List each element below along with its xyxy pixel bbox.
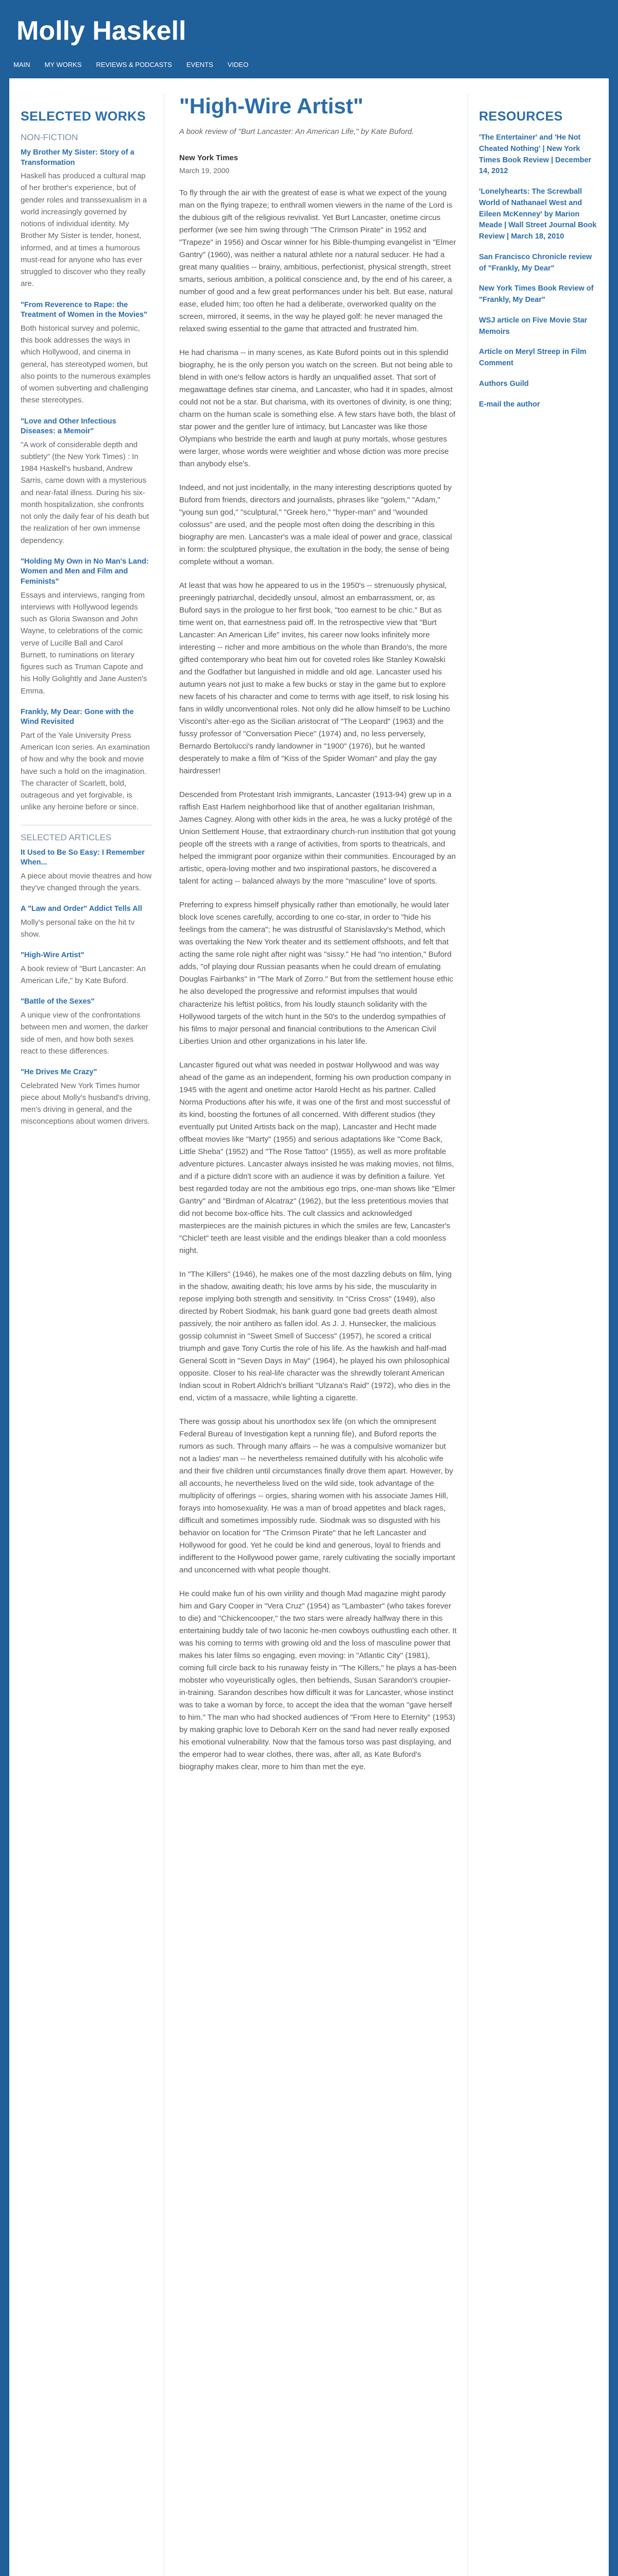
nav-item-events[interactable]: EVENTS (186, 61, 213, 69)
content-panel (9, 78, 609, 2576)
article-paragraph: There was gossip about his unorthodox sex life (on which the omnipresent Federal Bureau of Investigation kept a running file), and Buford reports the rumors as such. Through many affairs -- he was a compulsive womanizer but not a ladies' man -- he nevertheless remained dutifully with his alcoholic wife and their five children until circumstances finally drove them apart. However, by all accounts, he nevertheless lived on the wild side, took advantage of the multiplicity of offerings -- orgies, sharing women with his associate James Hill, forays into homosexuality. He was a man of broad appetites and black rages, difficult and sometimes impossibly rude. Siodmak was so disgusted with his behavior on location for "The Crimson Pirate" that he left Lancaster and Hollywood for good. Yet he could be kind and generous, loyal to friends and indifferent to the Hollywood power game, rarely cultivating the socially important and unconcerned with what people thought. (179, 1417, 455, 1575)
main-nav (10, 59, 251, 71)
selected-articles-label: SELECTED ARTICLES (21, 825, 152, 843)
resource-link[interactable]: Authors Guild (479, 379, 529, 388)
nav-item-my-works[interactable]: MY WORKS (44, 61, 82, 69)
selected-works-heading: SELECTED WORKS (21, 109, 146, 124)
article-paragraph: Lancaster figured out what was needed in postwar Hollywood and was way ahead of the game as an independent, forming his own production company in 1945 with the agent and onetime actor Harold Hecht as his partner. Called Norma Productions after his wife, it was one of the first and most successful of its kind, boosting the fortunes of all concerned. With different studios (they eventually put United Artists back on the map), Lancaster and Hecht made offbeat movies like "Marty" (1955) and serious adaptations like "Come Back, Little Sheba" (1952) and "The Rose Tattoo" (1955), as well as more profitable adventure pictures. Lancaster always insisted he was making movies, not films, and if a picture didn't score with an audience it was by definition a failure. Yet best regarded today are not the ambitious ego trips, one-man shows like "Elmer Gantry" and "Birdman of Alcatraz" (1962), but the less pretentious movies that did not become box-office hits. The cult classics and acknowledged masterpieces are the mainish pictures in which the smiles are few, Lancaster's "Chiclet" teeth are least visible and the endings bleaker than a cold moonless night. (179, 1060, 455, 1255)
articles-list (21, 848, 152, 1128)
site-title[interactable]: Molly Haskell (16, 16, 186, 46)
nav-item-main[interactable]: MAIN (13, 61, 30, 69)
article-description: Celebrated New York Times humor piece about Molly's husband's driving, men's driving in general, and the misconceptions about women drivers. (21, 1081, 150, 1126)
article-description: A unique view of the confrontations between men and women, the darker side of men, and how both sexes react to these differences. (21, 1011, 148, 1056)
resource-link[interactable]: 'The Entertainer' and 'He Not Cheated Nothing' | New York Times Book Review | December 14, 2012 (479, 133, 592, 176)
article-paragraph: Descended from Protestant Irish immigrants, Lancaster (1913-94) grew up in a raffish East Harlem neighborhood like that of another egalitarian Irishman, James Cagney. Along with other kids in the area, he was a lucky protégé of the Union Settlement House, that extraordinary church-run institution that got young people off the streets with a range of activities, from sports to theatricals, and helped the immigrant poor organize within their communities. Encouraged by an artistic, opera-loving mother and two inspirational pastors, he discovered a talent for acting -- balanced always by the more "masculine" love of sports. (179, 790, 456, 886)
article-link[interactable]: "High-Wire Artist" (21, 951, 84, 960)
work-link[interactable]: Frankly, My Dear: Gone with the Wind Revisited (21, 707, 134, 726)
article-paragraph: Preferring to express himself physically rather than emotionally, he would later block love scenes carefully, according to one co-star, in order to "hide his feelings from the camera"; he was distrustful of Stanislavsky's Method, which was overtaking the New York theater and its settlement offshoots, and felt that acting the same role night after night was "sissy." He had "no intention," Buford adds, "of playing dour Russian peasants when he could dream of emulating Douglas Fairbanks" in "The Mark of Zorro." But from the settlement house ethic he also developed the progressive and reformist impulses that would characterize his leftist politics, from his loudly staunch solidarity with the Hollywood targets of the witch hunt in the 50's to the underdog sympathies of his films to major personal and financial contributions to the American Civil Liberties Union and other organizations in his later life. (179, 901, 453, 1046)
article-paragraph: At least that was how he appeared to us in the 1950's -- strenuously physical, preeningly patriarchal, decidedly unsoul, almost an embarrassment, or, as Buford says in the prologue to her first book, "too earnest to be chic." But as time went on, that earnestness paid off. In the retrospective view that "Burt Lancaster: An American Life" invites, his career now looks infinitely more interesting -- richer and more ambitious on the whole than Brando's, the more gifted contemporary who beat him out for coveted roles like Stanley Kowalski and the Godfather but languished in middle and old age. Lancaster used his autumn years not just to make a few bucks or stay in the game but to explore new facets of his character and come to terms with age itself, to risk losing his fans in wildly unconventional roles. Not only did he allow himself to be Luchino Visconti's alter-ego as the Sicilian aristocrat of "The Leopard" (1963) and the fussy professor of "Conversation Piece" (1974) and, no less perversely, Bernardo Bertolucci's randy landowner in "1900" (1976), but he wanted desperately to make a film of "Kiss of the Spider Woman" and play the gay hairdresser! (179, 581, 450, 776)
article-main (179, 94, 457, 1785)
site-header (0, 0, 618, 76)
nav-item-reviews-podcasts[interactable]: REVIEWS & PODCASTS (96, 61, 172, 69)
right-sidebar (479, 109, 597, 419)
article-link[interactable]: It Used to Be So Easy: I Remember When... (21, 848, 145, 867)
resource-link[interactable]: San Francisco Chronicle review of "Frankly, My Dear" (479, 252, 592, 273)
work-link[interactable]: "Holding My Own in No Man's Land: Women and Men and Film and Feminists" (21, 557, 149, 586)
nav-item-video[interactable]: VIDEO (227, 61, 249, 69)
nonfiction-label: NON-FICTION (21, 132, 78, 142)
work-link[interactable]: "Love and Other Infectious Diseases: a Memoir" (21, 417, 116, 436)
resource-link[interactable]: 'Lonelyhearts: The Screwball World of Nathanael West and Eileen McKenney' by Marion Meade | Wall Street Journal Book Review | March 18, 2010 (479, 188, 597, 241)
resource-link[interactable]: Article on Meryl Streep in Film Comment (479, 348, 587, 367)
resource-link[interactable]: New York Times Book Review of "Frankly, My Dear" (479, 284, 594, 304)
email-author-link[interactable]: E-mail the author (479, 400, 540, 409)
article-date: March 19, 2000 (179, 166, 230, 175)
article-title: "High-Wire Artist" (179, 94, 364, 118)
work-description: Part of the Yale University Press American Icon series. An examination of how and why the book and movie have such a hold on the imagination. The character of Scarlett, bold, outrageous and yet forgivable, is unlike any heroine before or since. (21, 731, 150, 812)
article-link[interactable]: "Battle of the Sexes" (21, 997, 95, 1006)
article-paragraph: In "The Killers" (1946), he makes one of the most dazzling debuts on film, lying in the shadow, awaiting death; his love arms by his side, the muscularity in repose implying both strength and sensitivity. In "Criss Cross" (1949), also directed by Robert Siodmak, his bank guard gone bad greets death almost passively, the noir antihero as fallen idol. As J. J. Hunsecker, the malicious gossip columnist in "Sweet Smell of Success" (1957), he scored a critical triumph and gave Tony Curtis the role of his life. As the hawkish and half-mad General Scott in "Seven Days in May" (1964), he played his own philosophical opposite. Closer to his real-life character was the shrewdly tolerant American Indian scout in Robert Aldrich's brilliant "Ulzana's Raid" (1972), who dies in the end, victim of a massacre, while lighting a cigarette. (179, 1269, 452, 1402)
work-description: Both historical survey and polemic, this book addresses the ways in which Hollywood, and cinema in general, has stereotyped women, but also points to the numerous examples of women subverting and challenging these stereotypes. (21, 324, 151, 405)
work-description: Essays and interviews, ranging from interviews with Hollywood legends such as Gloria Swanson and John Wayne, to celebrations of the comic verve of Lucille Ball and Carol Burnett, to ruminations on literary figures such as Truman Capote and his Holly Golightly and Jane Austen's Emma. (21, 590, 147, 696)
article-description: Molly's personal take on the hit tv show. (21, 918, 135, 939)
left-sidebar (21, 109, 152, 1138)
article-source: New York Times (179, 153, 238, 162)
work-description: "A work of considerable depth and subtlety" (the New York Times) : In 1984 Haskell's husband, Andrew Sarris, came down with a mysterious and near-fatal illness. During his six-month hospitalization, she confronts not only the daily fear of his death but the realization of her own immense dependency. (21, 440, 149, 545)
article-paragraph: To fly through the air with the greatest of ease is what we expect of the young man on the flying trapeze; to enthrall women viewers in the name of the Lord is the dubious gift of the religious revivalist. Yet Burt Lancaster, onetime circus performer (we see him swing through "The Crimson Pirate" in 1952 and "Trapeze" in 1956) and Oscar winner for his Bible-thumping evangelist in "Elmer Gantry" (1960), was neither a natural athlete nor a natural seducer. He had a great many qualities -- brainy, ambitious, perfectionist, physical strength, street smarts, serious ambition, a political conscience and, by the end of his career, a number of good and a few great performances under his belt. But ease, natural ease, eluded him; too often he had a deliberate, overworked quality on the screen, mirrored, it seems, in the way he played golf: he never managed the relaxed swing essential to the game that attracted and frustrated him. (179, 188, 456, 333)
article-lede: A book review of "Burt Lancaster: An American Life," by Kate Buford. (179, 127, 414, 137)
resource-link[interactable]: WSJ article on Five Movie Star Memoirs (479, 316, 588, 336)
work-link[interactable]: My Brother My Sister: Story of a Transformation (21, 148, 134, 167)
article-link[interactable]: A "Law and Order" Addict Tells All (21, 905, 142, 913)
article-link[interactable]: "He Drives Me Crazy" (21, 1068, 97, 1076)
works-list (21, 148, 152, 814)
article-paragraph: He had charisma -- in many scenes, as Kate Buford points out in this splendid biography, he is the only person you watch on the screen. But not being able to blend in with one's fellow actors is hardly an unqualified asset. That sort of megawattage defines star cinema, and Lancaster, who had it in spades, almost could not not be a star. But charisma, with its overtones of divinity, is one thing; charm on the human scale is something else. A few stars have both, the blast of star power and the gentler lure of intimacy, but Lancaster was like those Olympians who bestride the earth and laugh at puny mortals, whose gestures were larger, whose words were weightier and whose diction was more precise than anybody else's. (179, 348, 456, 468)
article-paragraph: He could make fun of his own virility and though Mad magazine might parody him and Gary Cooper in "Vera Cruz" (1954) as "Lambaster" (who takes forever to die) and "Chickencooper," the two stars were already halfway there in this entertaining buddy tale of two laconic he-men cowboys outhustling each other. It was his coming to terms with growing old and the loss of masculine power that makes his later films so engaging, even moving: in "Atlantic City" (1981), coming full circle back to his runaway feisty in "The Killers," he plays a has-been mobster who voyeuristically ogles, then befriends, Susan Sarandon's croupier-in-training. Sarandon describes how difficult it was for Lancaster, whose instinct was to take a woman by force, to accept the idea that the woman "gave herself to him." The man who had shocked audiences of "From Here to Eternity" (1953) by making graphic love to Deborah Kerr on the sand had never really exposed his emotional vulnerability. Now that the famous torso was past displaying, and the emperor had to wear clothes, there was, after all, as Kate Buford's biography makes clear, more to him than met the eye. (179, 1589, 457, 1772)
resources-heading: RESOURCES (479, 109, 563, 124)
work-link[interactable]: "From Reverence to Rape: the Treatment of Women in the Movies" (21, 300, 147, 319)
article-description: A piece about movie theatres and how they've changed through the years. (21, 871, 152, 893)
article-description: A book review of "Burt Lancaster: An American Life," by Kate Buford. (21, 964, 146, 986)
work-description: Haskell has produced a cultural map of her brother's experience, but of gender roles and transsexualism in a world increasingly governed by notions of individual identity. My Brother My Sister is tender, honest, informed, and at times a humorous must-read for anyone who has ever struggled to discover who they really are. (21, 172, 147, 289)
article-paragraph: Indeed, and not just incidentally, in the many interesting descriptions quoted by Buford from friends, directors and journalists, phrases like "golem," "Adam," "young sun god," "sculptural," "Greek hero," "hyper-man" and "wounded colossus" are used, and the people most often doing the describing in this biography are men. Lancaster's was a male ideal of power and grace, classical in form: the sculptured physique, the exultation in the body, the sense of being complete without a woman. (179, 483, 452, 566)
